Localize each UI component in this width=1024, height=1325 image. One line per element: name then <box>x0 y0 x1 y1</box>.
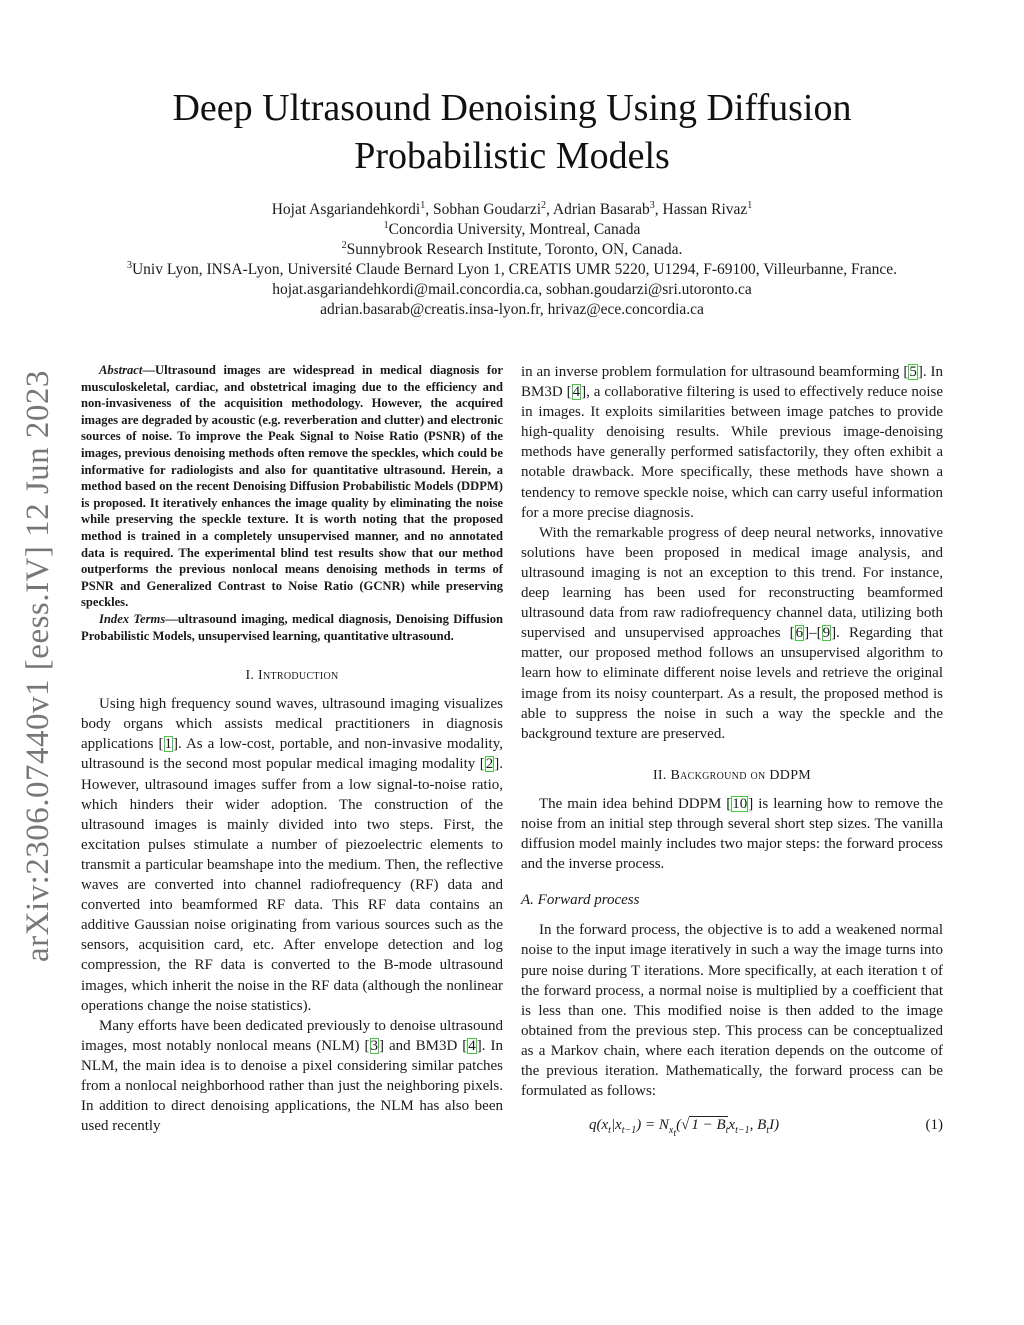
citation-link[interactable]: 10 <box>732 795 748 812</box>
affiliation-text: Concordia University, Montreal, Canada <box>388 221 641 238</box>
section-title: Introduction <box>258 668 339 684</box>
left-column <box>81 362 503 1136</box>
eq-sqrt <box>689 1116 729 1137</box>
eq-sub: t−1 <box>621 1125 637 1137</box>
section-number: II. <box>652 767 671 783</box>
body-paragraph: In the forward process, the objective is to add a weakened normal noise to the input image iteratively in such a way the image turns into pure noise during T iterations. More specifically, at each iteration t of the forward process, a normal noise is multiplied by a coefficient that is less than one. This modified noise is then added to the image obtained from the previous step. This process can be conceptualized as a Markov chain, where each iteration depends on the outcome of the previous iteration. Mathematically, the forward process can be formulated as follows: <box>521 922 943 1100</box>
paragraph-text: . Regarding that matter, our proposed method follows an unsupervised algorithm to learn how to eliminate different noise levels and retrieve the original image from its noisy counterpart. As a result, the proposed method is able to suppress the noise in such a way the speckle and the background texture are preserved. <box>521 625 943 742</box>
eq-part: |x <box>610 1117 622 1134</box>
eq-part: 1 − B <box>691 1117 726 1134</box>
intro-paragraph: Many efforts have been dedicated previously to denoise ultrasound images, most notably nonlocal means (NLM) [3] and BM3D [4]. In NLM, the main idea is to denoise a pixel considering similar patches from a nonlocal neighborhood rather than just the neighboring pixels. In addition to direct denoising applications, the NLM has also been used recently <box>81 1017 503 1135</box>
author-name: Adrian Basarab <box>552 201 650 218</box>
email-line[interactable]: hojat.asgariandehkordi@mail.concordia.ca, sobhan.goudarzi@sri.utoronto.ca <box>272 281 752 298</box>
affiliation <box>60 220 964 240</box>
affiliation <box>60 240 964 260</box>
section-heading-introduction <box>81 666 503 686</box>
citation-link[interactable]: 9 <box>822 625 831 642</box>
body-paragraph: in an inverse problem formulation for ultrasound beamforming [5]. In BM3D [4], a collaborative filtering is used to effectively reduce noise in images. It exploits similarities between image patches to provide high-quality denoising results. While previous image-denoising methods have generally performed satisfactorily, they often exhibit a notable drawback. More specifically, these methods have shown a tendency to remove speckle noise, which can carry useful information for a more precise diagnosis. <box>521 364 943 521</box>
author-list: Hojat Asgariandehkordi$^1$, Sobhan Goudarzi$^2$, Adrian Basarab$^3$, Hassan Rivaz$^1$ <box>271 199 753 218</box>
paragraph-text: Many efforts have been dedicated previously to denoise ultrasound images, most notably nonlocal means (NLM) <box>81 1017 503 1054</box>
body-paragraph: With the remarkable progress of deep neural networks, innovative solutions have been proposed in medical image analysis, and ultrasound imaging is not an exception to this trend. For instance, deep learning has been used for reconstructing beamformed ultrasound data from raw radiofrequency channel data, utilizing both supervised and unsupervised approaches [6]–[9]. Regarding that matter, our proposed method follows an unsupervised algorithm to learn how to eliminate different noise levels and retrieve the original image from its noisy counterpart. As a result, the proposed method is able to suppress the noise in such a way the speckle and the background texture are preserved. <box>521 524 943 742</box>
eq-sub: t−1 <box>735 1125 750 1137</box>
eq-part: ) = N <box>636 1117 669 1134</box>
citation-link[interactable]: 1 <box>164 736 173 753</box>
affiliation-text: Sunnybrook Research Institute, Toronto, ON, Canada. <box>346 241 683 258</box>
subsection-heading-forward-process: A. Forward process <box>521 892 640 909</box>
affiliation-mark: 3 <box>126 259 132 271</box>
body-paragraph: The main idea behind DDPM [10] is learning how to remove the noise from an initial step through several short step sizes. The vanilla diffusion model mainly includes two major steps: the forward process and the inverse process. <box>521 795 943 873</box>
paragraph-text: With the remarkable progress of deep neural networks, innovative solutions have been proposed in medical image analysis, and ultrasound imaging is not an exception to this trend. For instance, deep learning has been used for reconstructing beamformed ultrasound data from raw radiofrequency channel data, utilizing both supervised and unsupervised approaches <box>521 524 943 642</box>
equation-number: (1) <box>925 1117 943 1134</box>
eq-sub: t <box>766 1125 770 1137</box>
paragraph-text: , a collaborative filtering is used to effectively reduce noise in images. It exploits similarities between image patches to provide high-quality denoising results. While previous image-denoising methods have generally performed satisfactorily, they often exhibit a notable drawback. More specifically, these methods have shown a tendency to remove speckle noise, which can carry useful information for a more precise diagnosis. <box>521 384 943 521</box>
citation-link[interactable]: 4 <box>572 384 581 401</box>
citation-link[interactable]: 3 <box>370 1037 379 1054</box>
citation-link[interactable]: 6 <box>795 625 804 642</box>
eq-part: I) <box>769 1117 780 1134</box>
right-column <box>521 362 943 1139</box>
paragraph-text: . However, ultrasound images suffer from a low signal-to-noise ratio, which hinders their wider adoption. The construction of the ultrasound images is mainly divided into two steps. First, the excitation pulses stimulate a number of piezoelectric elements to transmit a particular beamshape into the medium. Then, the reflective waves are converted into channel radiofrequency (RF) data and converted into beamformed RF data. This RF data contains an additive Gaussian noise originating from various sources such as the sensors, acquisition card, etc. After envelope detection and log compression, the RF data is converted to the B-mode ultrasound images, which inherit the noise in the RF data (although the nonlinear operations change the noise statistics). <box>81 756 503 1014</box>
equation-1 <box>521 1113 943 1139</box>
paragraph-text: in an inverse problem formulation for ultrasound beamforming <box>521 364 904 380</box>
eq-part: x <box>728 1117 736 1134</box>
section-heading-background <box>521 766 943 786</box>
abstract <box>81 362 503 611</box>
author-aff-mark: 2 <box>541 199 546 211</box>
eq-part: ( <box>676 1117 682 1134</box>
citation-link[interactable]: 2 <box>485 756 494 773</box>
range-dash: – <box>809 625 817 642</box>
paragraph-text: . In BM3D <box>521 364 943 401</box>
abstract-label: Abstract <box>99 363 143 377</box>
abstract-text: —Ultrasound images are widespread in medical diagnosis for musculoskeletal, cardiac, and obstetrical imaging due to the efficiency and non-invasiveness of the acquisition methodology. However, the acquired images are degraded by acoustic (e.g. reverberation and clutter) and electronic sources of noise. To improve the Peak Signal to Noise Ratio (PSNR) of the images, previous denoising methods often remove the speckles, which could be informative for radiologists and also for quantitative ultrasound. Herein, a method based on the recent Denoising Diffusion Probabilistic Models (DDPM) is proposed. It iteratively enhances the image quality by eliminating the noise while preserving the speckle texture. It is worth noting that the proposed method is trained in a completely unsupervised manner, and no annotated data is required. The experimental blind test results show that our method outperforms the previous nonlocal means denoising methods in terms of PSNR and Generalized Contrast to Noise Ratio (GCNR) while preserving speckles. <box>81 363 503 610</box>
eq-part: , B <box>749 1117 767 1134</box>
affiliation <box>60 260 964 280</box>
paragraph-text: . In NLM, the main idea is to denoise a pixel considering similar patches from a nonlocal neighborhood rather than just the neighboring pixels. In addition to direct denoising applications, the NLM has also been used recently <box>81 1037 503 1135</box>
paragraph-text: is learning how to remove the noise from an initial step through several short step sizes. The vanilla diffusion model mainly includes two major steps: the forward process and the inverse process. <box>521 795 943 873</box>
paragraph-text: Using high frequency sound waves, ultrasound imaging visualizes body organs which assists medical practitioners in diagnosis applications <box>81 696 503 753</box>
citation-link[interactable]: 4 <box>468 1037 476 1054</box>
section-number: I. <box>245 668 259 684</box>
author-name: Hojat Asgariandehkordi <box>271 201 421 218</box>
email-line[interactable]: adrian.basarab@creatis.insa-lyon.fr, hrivaz@ece.concordia.ca <box>320 301 704 318</box>
title-line-2: Probabilistic Models <box>354 135 670 177</box>
eq-sub: t <box>673 1128 677 1140</box>
author-aff-mark: 1 <box>747 199 753 211</box>
title-line-1: Deep Ultrasound Denoising Using Diffusion <box>172 87 852 129</box>
author-aff-mark: 1 <box>420 199 426 211</box>
affiliation-mark: 1 <box>383 219 389 231</box>
eq-sub: t <box>725 1125 729 1137</box>
affiliation-mark: 2 <box>341 239 347 251</box>
paper-title <box>80 84 944 180</box>
author-block <box>60 200 964 320</box>
equation-math: $q(x_t|x_{t-1}) = N_{x_t}(√$ $1 - B_tx_{t-1}$, $B_tI$) <box>589 1117 780 1140</box>
arxiv-stamp: arXiv:2306.07440v1 [eess.IV] 12 Jun 2023 <box>20 370 56 962</box>
index-terms-text: —ultrasound imaging, medical diagnosis, Denoising Diffusion Probabilistic Models, unsupervised learning, quantitative ultrasound. <box>81 611 503 643</box>
eq-part: q(x <box>589 1117 609 1134</box>
author-name: Sobhan Goudarzi <box>432 201 541 218</box>
author-aff-mark: 3 <box>649 199 655 211</box>
citation-link[interactable]: 5 <box>909 364 917 380</box>
author-name: Hassan Rivaz <box>662 201 748 218</box>
paragraph-text: The main idea behind DDPM <box>539 795 727 812</box>
eq-sub: x <box>668 1125 674 1137</box>
intro-paragraph: Using high frequency sound waves, ultrasound imaging visualizes body organs which assists medical practitioners in diagnosis applications [1]. As a low-cost, portable, and non-invasive modality, ultrasound is the second most popular medical imaging modality [2]. However, ultrasound images suffer from a low signal-to-noise ratio, which hinders their wider adoption. The construction of the ultrasound images is mainly divided into two steps. First, the excitation pulses stimulate a number of piezoelectric elements to transmit a particular beamshape into the medium. Then, the reflective waves are converted into channel radiofrequency (RF) data and converted into beamformed RF data. This RF data contains an additive Gaussian noise originating from various sources such as the sensors, acquisition card, etc. After envelope detection and log compression, the RF data is converted to the B-mode ultrasound images, which inherit the noise in the RF data (although the nonlinear operations change the noise statistics). <box>81 696 503 1014</box>
paragraph-text: and BM3D <box>384 1037 463 1054</box>
paragraph-text: . As a low-cost, portable, and non-invasive modality, ultrasound is the second most popular medical imaging modality <box>81 736 503 773</box>
affiliation-text: Univ Lyon, INSA-Lyon, Université Claude Bernard Lyon 1, CREATIS UMR 5220, U1294, F-69100, Villeurbanne, France. <box>131 261 898 278</box>
section-title: Background on DDPM <box>670 767 812 783</box>
eq-sub: t <box>608 1125 611 1137</box>
index-terms <box>81 611 503 644</box>
index-terms-label: Index Terms <box>99 611 166 626</box>
